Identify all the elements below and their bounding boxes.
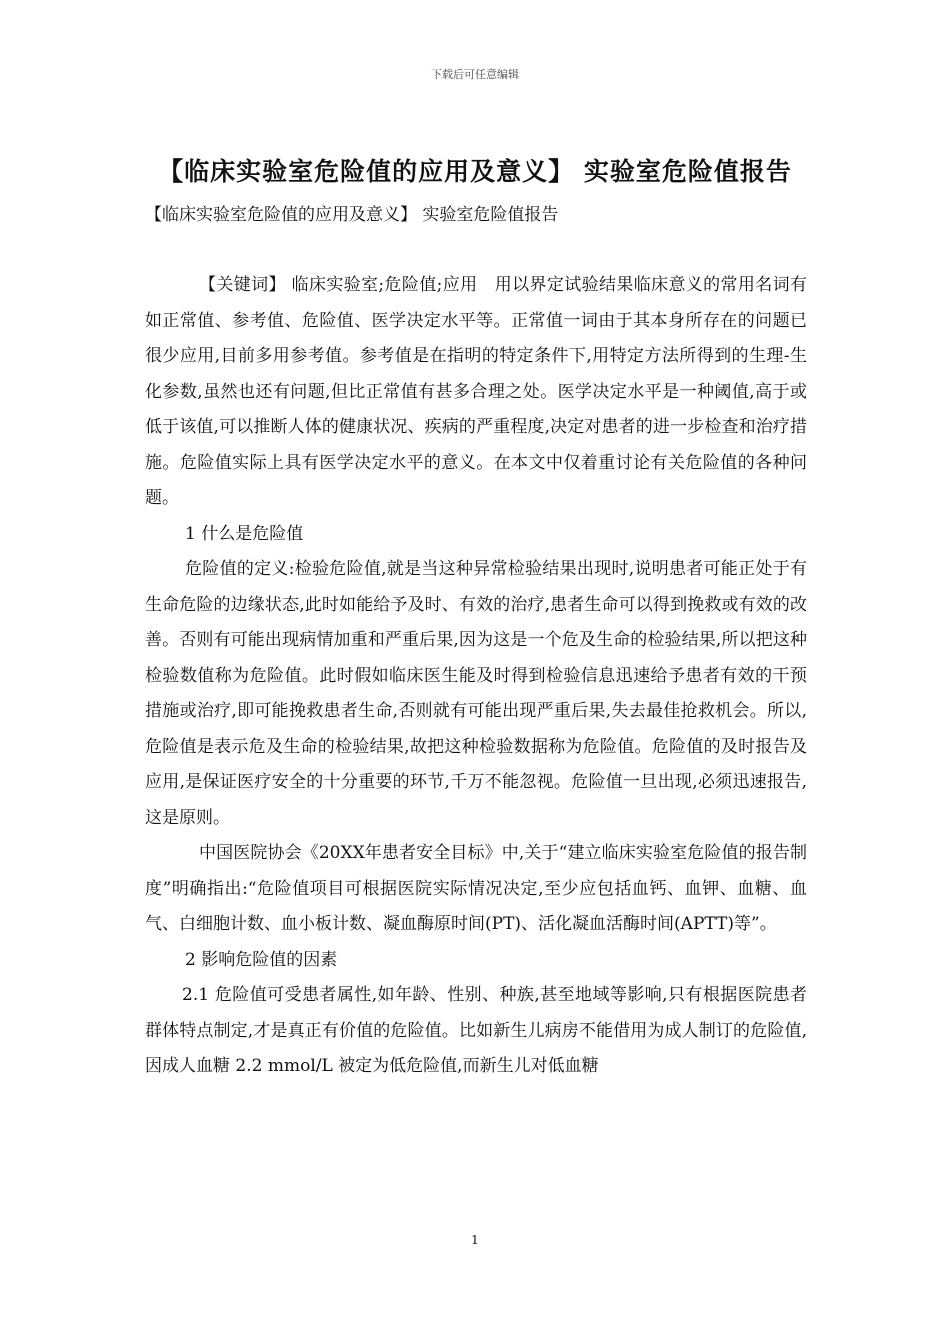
section-heading-2: 2 影响危险值的因素 [185,949,338,970]
paragraph-2-1: 2.1 危险值可受患者属性,如年龄、性别、种族,甚至地域等影响,只有根据医院患者群体特点制定,才是真正有价值的危险值。比如新生儿病房不能借用为成人制订的危险值,因成人血糖 2.2 mmol/L 被定为低危险值,而新生儿对低血糖 [145,985,807,1076]
paragraph-association: 中国医院协会《20XX年患者安全目标》中,关于“建立临床实验室危险值的报告制度”明确指出:“危险值项目可根据医院实际情况决定,至少应包括血钙、血钾、血糖、血气、白细胞计数、血小板计数、凝血酶原时间(PT)、活化凝血活酶时间(APTT)等”。 [145,843,807,934]
header-note: 下载后可任意编辑 [431,68,519,81]
paragraph-definition: 危险值的定义:检验危险值,就是当这种异常检验结果出现时,说明患者可能正处于有生命危险的边缘状态,此时如能给予及时、有效的治疗,患者生命可以得到挽救或有效的改善。否则有可能出现病情加重和严重后果,因为这是一个危及生命的检验结果,所以把这种检验数值称为危险值。此时假如临床医生能及时得到检验信息迅速给予患者有效的干预措施或治疗,即可能挽救患者生命,否则就有可能出现严重后果,失去最佳抢救机会。所以,危险值是表示危及生命的检验结果,故把这种检验数据称为危险值。危险值的及时报告及应用,是保证医疗安全的十分重要的环节,千万不能忽视。危险值一旦出现,必须迅速报告,这是原则。 [145,559,807,828]
page-number: 1 [471,1233,479,1247]
document-title: 【临床实验室危险值的应用及意义】 实验室危险值报告 [158,157,792,186]
document-subtitle: 【临床实验室危险值的应用及意义】 实验室危险值报告 [145,205,559,225]
document-body [145,268,807,1085]
paragraph-keywords: 【关键词】 临床实验室;危险值;应用 用以界定试验结果临床意义的常用名词有如正常值、参考值、危险值、医学决定水平等。正常值一词由于其本身所存在的问题已很少应用,目前多用参考值。参考值是在指明的特定条件下,用特定方法所得到的生理-生化参数,虽然也还有问题,但比正常值有甚多合理之处。医学决定水平是一种阈值,高于或低于该值,可以推断人体的健康状况、疾病的严重程度,决定对患者的进一步检查和治疗措施。危险值实际上具有医学决定水平的意义。在本文中仅着重讨论有关危险值的各种问题。 [145,275,807,508]
section-heading-1: 1 什么是危险值 [185,523,304,544]
